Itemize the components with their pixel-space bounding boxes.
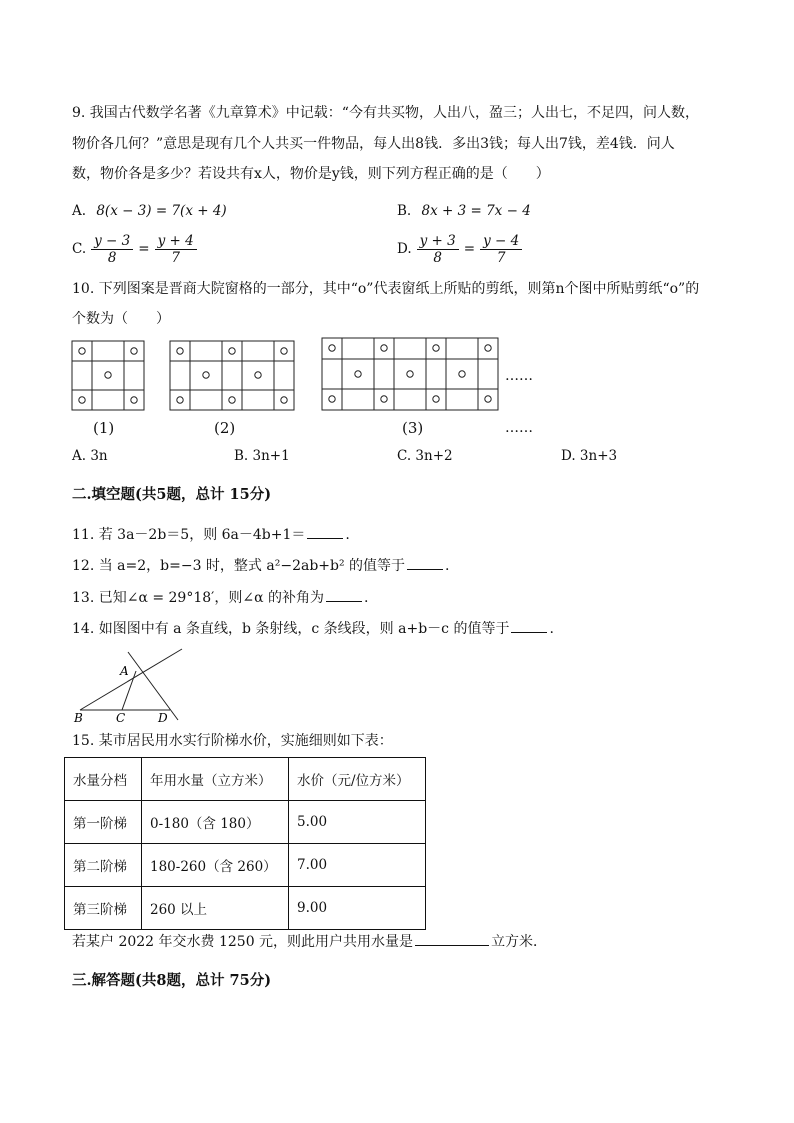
q9-option-c-fraction-left bbox=[91, 233, 133, 266]
q10-figure-ellipsis: …… bbox=[505, 368, 533, 384]
q9-line1: 9. 我国古代数学名著《九章算术》中记载：“今有共买物，人出八，盈三；人出七，不足四，问人数， bbox=[72, 105, 699, 121]
q14 bbox=[72, 618, 554, 639]
fraction-denominator: 7 bbox=[496, 249, 506, 266]
table-row bbox=[65, 887, 426, 930]
point-b-label: B bbox=[74, 711, 83, 725]
point-c-label: C bbox=[116, 711, 126, 725]
fraction-denominator: 7 bbox=[171, 249, 180, 266]
line-through-b-and-a bbox=[80, 649, 182, 710]
q10-option-a[interactable]: A. 3n bbox=[72, 448, 108, 464]
q9-option-b-label: B. bbox=[397, 203, 412, 219]
q12-text: 12. 当 a=2，b=−3 时，整式 a²−2ab+b² 的值等于 bbox=[72, 558, 406, 574]
table-cell: 0-180（含 180） bbox=[142, 801, 289, 844]
q9-option-a-text: 8(x − 3) = 7(x + 4) bbox=[96, 203, 227, 219]
q14-line-diagram bbox=[66, 642, 196, 726]
q13-text: 13. 已知∠α = 29°18′，则∠α 的补角为 bbox=[72, 590, 324, 606]
section-3-heading: 三.解答题(共8题，总计 75分) bbox=[72, 972, 272, 989]
q15-text: 15. 某市居民用水实行阶梯水价，实施细则如下表： bbox=[72, 733, 393, 749]
table-cell: 9.00 bbox=[289, 887, 426, 930]
q9-option-c-fraction-right bbox=[155, 233, 197, 266]
q10-figure-3-label: (3) bbox=[402, 419, 424, 437]
table-row bbox=[65, 801, 426, 844]
q15-followup-end: 立方米． bbox=[491, 934, 548, 950]
fraction-numerator: y − 4 bbox=[480, 233, 522, 250]
q9-option-a-label: A. bbox=[72, 203, 87, 219]
point-a-label: A bbox=[120, 664, 129, 678]
table-header-cell: 年用水量（立方米） bbox=[142, 758, 289, 801]
q9-option-d[interactable] bbox=[397, 232, 524, 266]
window-lattice-figures bbox=[60, 332, 580, 412]
q13-answer-blank[interactable] bbox=[326, 587, 362, 602]
q9-option-a[interactable] bbox=[72, 201, 227, 221]
q9-option-c[interactable] bbox=[72, 232, 199, 266]
q9-option-d-fraction-left bbox=[417, 233, 459, 266]
q10-figure-2-label: (2) bbox=[214, 419, 236, 437]
q11-text: 11. 若 3a－2b＝5，则 6a－4b+1＝ bbox=[72, 527, 306, 543]
lattice-figure-3 bbox=[322, 338, 498, 410]
lattice-figure-2 bbox=[170, 341, 294, 410]
q11 bbox=[72, 524, 350, 545]
fraction-numerator: y + 4 bbox=[155, 233, 197, 250]
fraction-denominator: 8 bbox=[107, 249, 117, 266]
table-cell: 7.00 bbox=[289, 844, 426, 887]
q10-option-b[interactable]: B. 3n+1 bbox=[234, 448, 290, 464]
table-cell: 第三阶梯 bbox=[65, 887, 142, 930]
table-cell: 180-260（含 260） bbox=[142, 844, 289, 887]
equals-sign: = bbox=[463, 241, 476, 257]
q9-option-d-fraction-right bbox=[480, 233, 522, 266]
q9-line2: 物价各几何？”意思是现有几个人共买一件物品，每人出8钱．多出3钱；每人出7钱，差4钱．问人 bbox=[72, 136, 675, 152]
q15-followup-text: 若某户 2022 年交水费 1250 元，则此用户共用水量是 bbox=[72, 934, 414, 950]
q14-text: 14. 如图图中有 a 条直线，b 条射线，c 条线段，则 a+b－c 的值等于 bbox=[72, 621, 510, 637]
q10-line2: 个数为（ ） bbox=[72, 311, 170, 327]
q15-answer-blank[interactable] bbox=[415, 931, 489, 946]
q14-answer-blank[interactable] bbox=[511, 618, 547, 633]
fraction-numerator: y − 3 bbox=[91, 233, 133, 250]
table-cell: 5.00 bbox=[289, 801, 426, 844]
q13 bbox=[72, 587, 368, 608]
fraction-denominator: 8 bbox=[433, 249, 442, 266]
fraction-numerator: y + 3 bbox=[417, 233, 459, 250]
q14-end: . bbox=[549, 621, 554, 637]
q9-option-b[interactable] bbox=[397, 201, 531, 221]
q12-end: . bbox=[445, 558, 450, 574]
q11-answer-blank[interactable] bbox=[307, 524, 343, 539]
q12-answer-blank[interactable] bbox=[407, 555, 443, 570]
q9-option-c-label: C. bbox=[72, 241, 87, 257]
table-cell: 260 以上 bbox=[142, 887, 289, 930]
q12 bbox=[72, 555, 450, 576]
equals-sign: = bbox=[138, 241, 150, 257]
q15-followup bbox=[72, 931, 547, 952]
table-header-cell: 水价（元/位方米） bbox=[289, 758, 426, 801]
q10-option-c[interactable]: C. 3n+2 bbox=[397, 448, 453, 464]
q10-figure-1-label: (1) bbox=[93, 419, 115, 437]
lattice-figure-1 bbox=[72, 341, 144, 410]
table-header-cell: 水量分档 bbox=[65, 758, 142, 801]
table-row bbox=[65, 844, 426, 887]
q9-option-b-text: 8x + 3 = 7x − 4 bbox=[421, 203, 531, 219]
table-cell: 第二阶梯 bbox=[65, 844, 142, 887]
q10-option-d[interactable]: D. 3n+3 bbox=[561, 448, 618, 464]
q9-line3: 数，物价各是多少？若设共有x人，物价是y钱，则下列方程正确的是（ ） bbox=[72, 166, 550, 182]
section-2-heading: 二.填空题(共5题，总计 15分) bbox=[72, 486, 272, 503]
table-header-row bbox=[65, 758, 426, 801]
water-price-table bbox=[64, 757, 426, 930]
table-cell: 第一阶梯 bbox=[65, 801, 142, 844]
q10-label-ellipsis: …… bbox=[505, 420, 533, 436]
q9-option-d-label: D. bbox=[397, 241, 412, 257]
q13-end: . bbox=[363, 590, 369, 606]
q11-end: . bbox=[345, 527, 350, 543]
point-d-label: D bbox=[158, 711, 168, 725]
q10-line1: 10. 下列图案是晋商大院窗格的一部分，其中“o”代表窗纸上所贴的剪纸，则第n个图中所贴剪纸“o”的 bbox=[72, 281, 700, 297]
